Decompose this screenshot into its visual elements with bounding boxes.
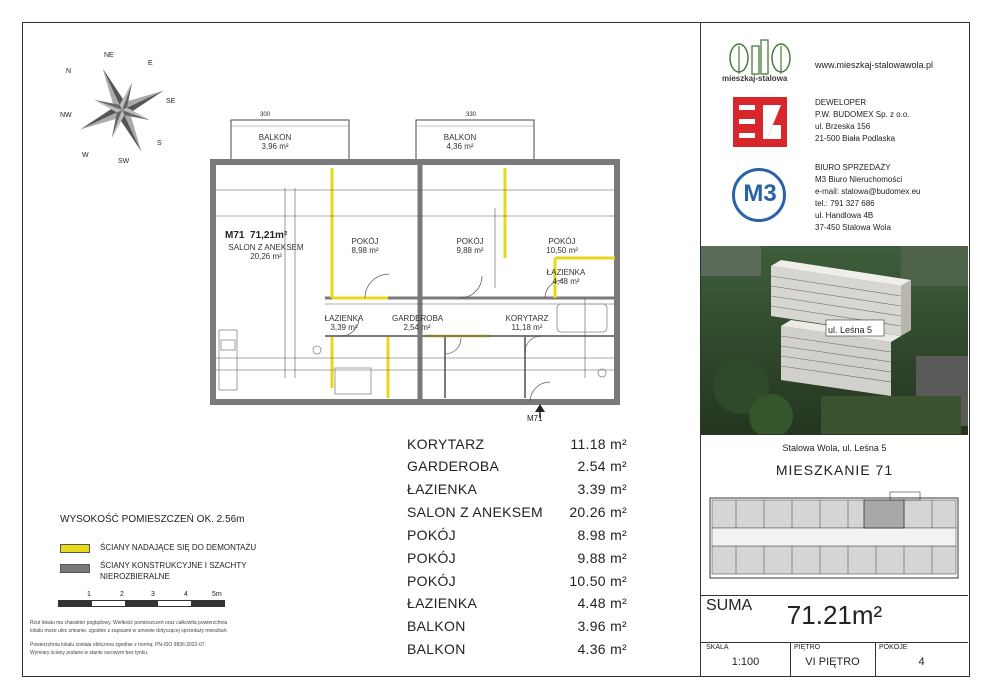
table-row: BALKON 4.36 m² xyxy=(407,641,627,657)
ceiling-height: WYSOKOŚĆ POMIESZCZEŃ OK. 2.56m xyxy=(60,514,245,525)
table-row: POKÓJ 8.98 m² xyxy=(407,527,627,543)
compass-ne: NE xyxy=(104,52,114,59)
floor-label: PIĘTRO xyxy=(794,644,821,651)
room-pokoj1: POKÓJ 8,98 m² xyxy=(351,237,379,255)
legend-structural-2: NIEROZBIERALNE xyxy=(100,572,170,581)
table-row: ŁAZIENKA 4.48 m² xyxy=(407,595,627,611)
apartment-title: MIESZKANIE 71 xyxy=(775,462,894,478)
budomex-logo-icon xyxy=(733,97,787,147)
scale-tick-3: 3 xyxy=(151,591,155,598)
table-row: POKÓJ 10.50 m² xyxy=(407,573,627,589)
balcony2-dim: 330 xyxy=(466,112,477,118)
compass-se: SE xyxy=(166,98,176,105)
room-balkon2: BALKON 4,36 m² xyxy=(443,133,477,151)
brand-logo-text: mieszkaj-stalowa xyxy=(722,74,788,83)
table-row: POKÓJ 9.88 m² xyxy=(407,550,627,566)
m3-logo-text: M3 xyxy=(743,180,777,207)
room-balkon1: BALKON 3,96 m² xyxy=(258,133,292,151)
apartment-code-area: M71 71,21m² xyxy=(225,230,288,241)
scale-tick-5: 5m xyxy=(212,591,222,598)
legend-yellow-swatch xyxy=(60,544,90,553)
legend-grey-swatch xyxy=(60,564,90,573)
floor-value: VI PIĘTRO xyxy=(805,656,860,668)
divider xyxy=(701,595,968,596)
scale-tick-4: 4 xyxy=(184,591,188,598)
divider xyxy=(701,434,968,435)
developer-info: DEWELOPER P.W. BUDOMEX Sp. z o.o. ul. Brzeska 156 21-500 Biała Podlaska xyxy=(815,98,910,143)
room-garderoba: GARDEROBA 2,54 m² xyxy=(392,314,444,332)
room-lazienka2: ŁAZIENKA 4,48 m² xyxy=(546,268,586,286)
street-label: ul. Leśna 5 xyxy=(828,325,873,335)
compass-w: W xyxy=(82,152,89,159)
entrance-label: M71 xyxy=(527,414,543,423)
table-row: ŁAZIENKA 3.39 m² xyxy=(407,481,627,497)
summary-label: SUMA xyxy=(706,597,753,614)
legend-structural-1: ŚCIANY KONSTRUKCYJNE I SZACHTY xyxy=(100,561,247,570)
brand-logo-icon xyxy=(725,36,795,76)
scale-tick-2: 2 xyxy=(120,591,124,598)
floor-overview-map xyxy=(706,488,962,584)
compass-n: N xyxy=(66,68,72,75)
location-caption: Stalowa Wola, ul. Leśna 5 xyxy=(782,443,887,453)
summary-value: 71.21m² xyxy=(786,600,883,630)
compass-nw: NW xyxy=(60,112,72,119)
rooms-label: POKOJE xyxy=(879,644,908,651)
rooms-value: 4 xyxy=(918,656,925,668)
compass-rose xyxy=(62,50,182,170)
legend-demolish: ŚCIANY NADAJĄCE SIĘ DO DEMONTAŻU xyxy=(100,543,257,552)
table-row: GARDEROBA 2.54 m² xyxy=(407,458,627,474)
sales-info: BIURO SPRZEDAŻY M3 Biuro Nieruchomości e-mail: stalowa@budomex.eu tel.: 791 327 686 ul. Handlowa 4B 37-450 Stalowa Wola xyxy=(815,163,921,232)
compass-s: S xyxy=(157,140,162,147)
scale-bar xyxy=(58,600,225,607)
disclaimer: Rzut lokalu ma charakter poglądowy. Wielkość pomieszczeń oraz całkowita powierzchnia lokalu może ulec zmianie, zgodnie z zapisami w umowie dotyczącej sprzedaży mieszkań. Powierzchnia lokalu została obliczona zgodnie z normą: PN-ISO 9836:2022-07. Wymiary ściany podane w stanie surowym bez tynku. xyxy=(30,620,228,656)
room-lazienka1: ŁAZIENKA 3,39 m² xyxy=(324,314,364,332)
building-rendering xyxy=(701,246,968,434)
balcony1-dim: 300 xyxy=(260,112,271,118)
scale-tick-1: 1 xyxy=(87,591,91,598)
room-pokoj3: POKÓJ 10,50 m² xyxy=(546,237,578,255)
table-row: SALON Z ANEKSEM 20.26 m² xyxy=(407,504,627,520)
website-url[interactable]: www.mieszkaj-stalowawola.pl xyxy=(815,60,934,70)
compass-sw: SW xyxy=(118,158,130,165)
divider xyxy=(701,642,968,643)
scale-value: 1:100 xyxy=(731,656,760,668)
scale-label: SKALA xyxy=(706,644,729,651)
room-salon: SALON Z ANEKSEM 20,26 m² xyxy=(228,243,304,261)
room-korytarz: KORYTARZ 11,18 m² xyxy=(505,314,549,332)
floor-plan xyxy=(205,108,625,420)
table-row: BALKON 3.96 m² xyxy=(407,618,627,634)
table-row: KORYTARZ 11.18 m² xyxy=(407,436,627,452)
compass-e: E xyxy=(148,60,153,67)
room-pokoj2: POKÓJ 9,88 m² xyxy=(456,237,484,255)
